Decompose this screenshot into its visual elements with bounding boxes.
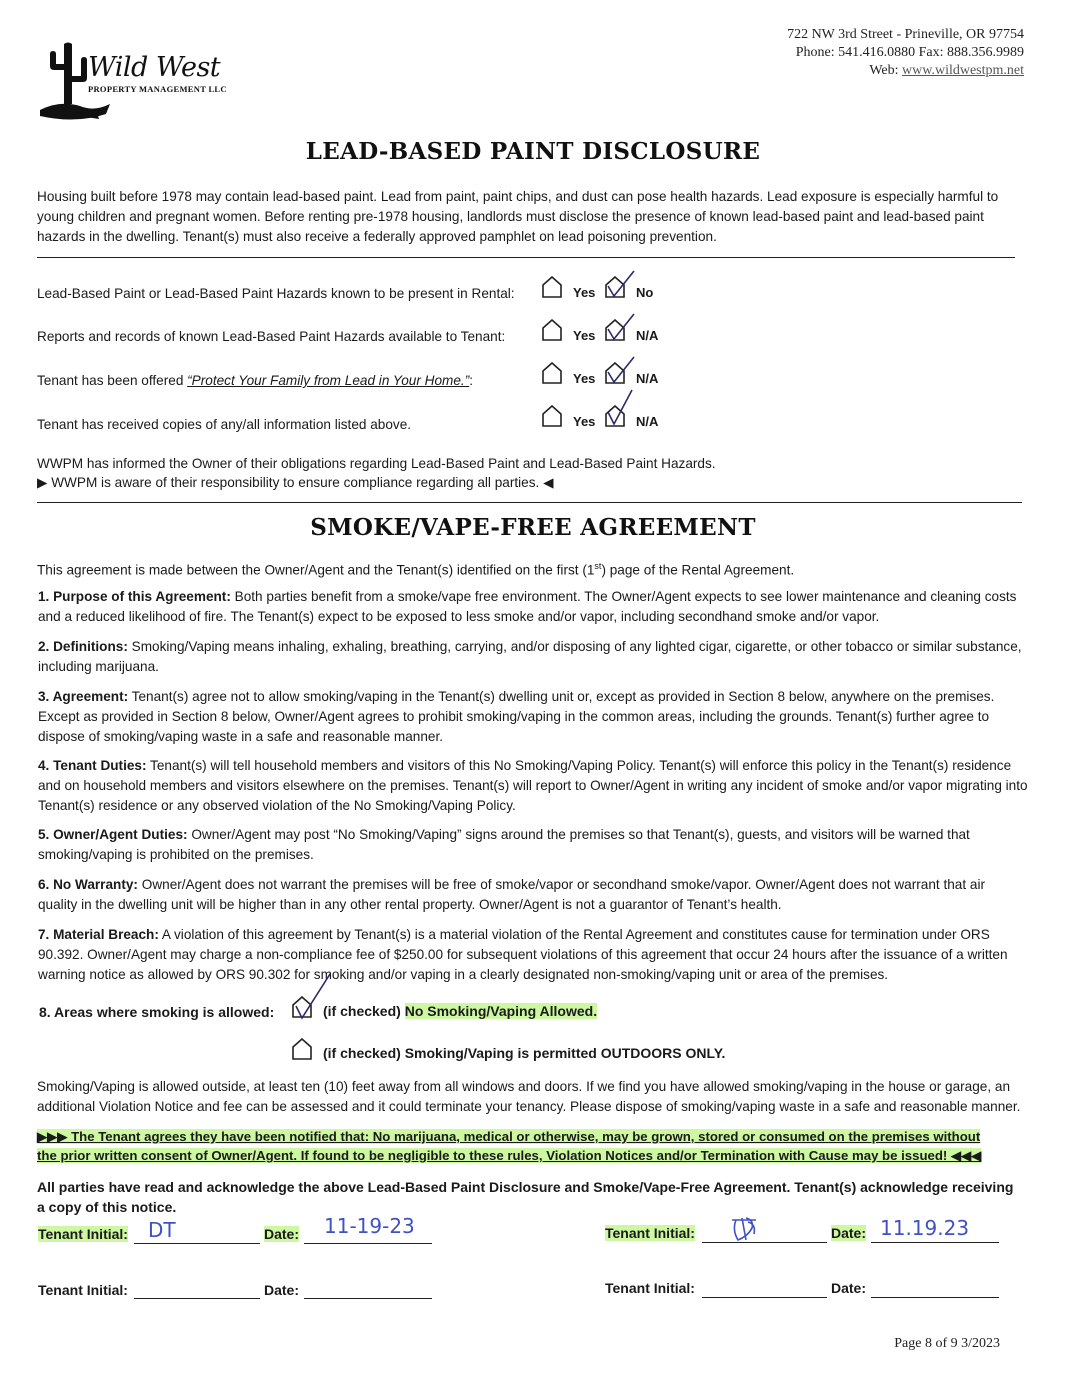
- section-heading: 6. No Warranty:: [38, 877, 138, 892]
- label: Tenant Initial:: [38, 1226, 128, 1242]
- section-text: Owner/Agent may post “No Smoking/Vaping” signs around the premises so that Tenant(s), guests, and visitors will be warned that smoking/vaping is prohibited on the premises.: [38, 827, 970, 862]
- date-label: [831, 1225, 866, 1241]
- date-field[interactable]: [871, 1297, 999, 1298]
- section-1: [38, 587, 1028, 627]
- initial-signature-icon: [728, 1214, 764, 1244]
- marijuana-notice: [37, 1127, 987, 1165]
- lead-row-4-label: Tenant has received copies of any/all information listed above.: [37, 417, 412, 432]
- section-heading: 2. Definitions:: [38, 639, 128, 654]
- house-checkbox-icon[interactable]: [292, 1038, 312, 1060]
- option-prefix: (if checked): [323, 1003, 405, 1019]
- section-text: Smoking/Vaping means inhaling, exhaling, breathing, carrying, and/or disposing of any lighted cigar, cigarette, or other tobacco or similar substance, including marijuana.: [38, 639, 1022, 674]
- section-heading: 4. Tenant Duties:: [38, 758, 147, 773]
- date-field[interactable]: [304, 1298, 432, 1299]
- lead-row-2-label: Reports and records of known Lead-Based Paint Hazards available to Tenant:: [37, 329, 506, 344]
- section-5: [38, 825, 1028, 865]
- divider: [37, 257, 1015, 258]
- intro-sup: st: [594, 561, 602, 571]
- tenant-initial-field[interactable]: [702, 1297, 827, 1298]
- yes-option: Yes: [573, 328, 596, 343]
- option-no-smoking: [323, 1003, 597, 1019]
- checkmark-icon: [604, 388, 638, 428]
- na-option: N/A: [636, 328, 659, 343]
- tenant-initial-field[interactable]: [134, 1298, 260, 1299]
- tenant-initial-label: Tenant Initial:: [38, 1282, 128, 1298]
- web-link[interactable]: www.wildwestpm.net: [902, 63, 1024, 78]
- date-label: Date:: [831, 1280, 867, 1296]
- section-2: [38, 637, 1028, 677]
- tenant-initial-1-value: DT: [148, 1218, 176, 1242]
- section-text: Tenant(s) will tell household members and visitors of this No Smoking/Vaping Policy. Tenant(s) will enforce this policy in the Tenant(s) residence and on household members and visitors elsewhere on the premises. Tenant(s) will report to Owner/Agent in writing any incident of smoke and/or vapor migrating into Tenant(s) residence or any observed violation of the No Smoking/Vaping Policy.: [38, 758, 1028, 813]
- lead-title: LEAD-BASED PAINT DISCLOSURE: [305, 138, 761, 165]
- section-text: Both parties benefit from a smoke/vape free environment. The Owner/Agent expects to see lower maintenance and cleaning costs and a reduced likelihood of fire. The Tenant(s) expect to be exposed to less smoke and/or vapor, including secondhand smoke and/or vapor.: [38, 589, 1017, 624]
- tenant-initial-field[interactable]: [702, 1242, 827, 1243]
- lead-intro: Housing built before 1978 may contain lead-based paint. Lead from paint, paint chips, and dust can pose health hazards. Lead exposure is especially harmful to young children and pregnant women. Before renting pre-1978 housing, landlords must disclose the presence of known lead-based paint and lead-based paint hazards in the dwelling. Tenant(s) must also receive a federally approved pamphlet on lead poisoning prevention.: [37, 189, 999, 244]
- section-6: [38, 875, 1028, 915]
- section-text: Owner/Agent does not warrant the premises will be free of smoke/vapor or secondhand smoke/vapor. Owner/Agent does not warrant that air quality in the dwelling unit will be higher than in any other rental property. Owner/Agent is not a guarantor of Tenant’s health.: [38, 877, 985, 912]
- house-checkbox-icon[interactable]: [542, 362, 562, 384]
- web-label: Web:: [869, 63, 903, 78]
- section-text: Tenant(s) agree not to allow smoking/vaping in the Tenant(s) dwelling unit or, except as provided in Section 8 below, anywhere on the premises. Except as provided in Section 8 below, Owner/Agent agrees to prohibit smoking/vaping in the common areas, including the grounds. Tenant(s) further agree to dispose of smoking/vaping waste in a safe and reasonable manner.: [38, 689, 995, 744]
- house-checkbox-icon[interactable]: [542, 405, 562, 427]
- date-label: [264, 1226, 299, 1242]
- checkmark-icon: [604, 354, 638, 386]
- option-outdoors-only: (if checked) Smoking/Vaping is permitted OUTDOORS ONLY.: [323, 1045, 726, 1061]
- label: Date:: [264, 1226, 300, 1242]
- page-number: Page 8 of 9 3/2023: [894, 1336, 1000, 1351]
- house-checkbox-icon[interactable]: [542, 276, 562, 298]
- intro-text: This agreement is made between the Owner/Agent and the Tenant(s) identified on the first (1: [37, 562, 595, 578]
- logo-subtitle: PROPERTY MANAGEMENT LLC: [88, 84, 227, 94]
- date-field[interactable]: [304, 1243, 432, 1244]
- outside-text: Smoking/Vaping is allowed outside, at least ten (10) feet away from all windows and doors. If we find you have allowed smoking/vaping in the house or garage, an additional Violation Notice and fee can be assessed and it could terminate your tenancy. Please dispose of smoking/vaping waste in a safe and reasonable manner.: [37, 1079, 1021, 1114]
- date-1-value: 11-19-23: [324, 1214, 415, 1238]
- logo-name: Wild West: [88, 52, 221, 83]
- cactus-icon: [30, 36, 230, 130]
- section-4: [38, 756, 1028, 816]
- date-field[interactable]: [871, 1242, 999, 1243]
- smoke-title: SMOKE/VAPE-FREE AGREEMENT: [310, 514, 756, 541]
- phone-fax: Phone: 541.416.0880 Fax: 888.356.9989: [795, 45, 1024, 60]
- acknowledgement: All parties have read and acknowledge the above Lead-Based Paint Disclosure and Smoke/Vape-Free Agreement. Tenant(s) acknowledge receiving a copy of this notice.: [37, 1179, 1014, 1215]
- lead-row-3-label: [37, 373, 473, 388]
- option-no-smoking-text: No Smoking/Vaping Allowed.: [404, 1003, 598, 1019]
- house-checkbox-icon[interactable]: [542, 319, 562, 341]
- yes-option: Yes: [573, 285, 596, 300]
- areas-label: 8. Areas where smoking is allowed:: [39, 1004, 275, 1020]
- date-2-value: 11.19.23: [880, 1216, 970, 1240]
- section-text: A violation of this agreement by Tenant(s) is a material violation of the Rental Agreement and constitutes cause for termination under ORS 90.392. Owner/Agent may charge a non-compliance fee of $250.00 for subsequent violations of this agreement that occur 24 hours after the issuance of a written warning notice as allowed by ORS 90.302 for smoking and/or vaping in a clearly designated non-smoking/vaping unit or area of the premises.: [38, 927, 1008, 982]
- contact-block: [787, 26, 1024, 80]
- section-heading: 3. Agreement:: [38, 689, 129, 704]
- section-heading: 5. Owner/Agent Duties:: [38, 827, 188, 842]
- web-line: [787, 62, 1024, 80]
- tenant-initial-label: Tenant Initial:: [605, 1280, 695, 1296]
- divider: [37, 502, 1022, 503]
- no-option: No: [636, 285, 654, 300]
- label-colon: :: [469, 373, 474, 388]
- tenant-initial-label: [605, 1225, 695, 1241]
- label: Tenant Initial:: [605, 1225, 695, 1241]
- label-text: Tenant has been offered: [37, 373, 188, 388]
- checkmark-icon: [604, 268, 638, 300]
- yes-option: Yes: [573, 414, 596, 429]
- date-label: Date:: [264, 1282, 300, 1298]
- lead-row-1-label: Lead-Based Paint or Lead-Based Paint Hazards known to be present in Rental:: [37, 286, 515, 301]
- owner-obligation-line: WWPM has informed the Owner of their obligations regarding Lead-Based Paint and Lead-Based Paint Hazards.: [37, 456, 716, 471]
- section-7: [38, 925, 1028, 985]
- section-heading: 7. Material Breach:: [38, 927, 159, 942]
- smoke-intro: [37, 556, 1027, 581]
- tenant-initial-label: [38, 1226, 128, 1242]
- marijuana-notice-text: ▶▶▶ The Tenant agrees they have been notified that: No marijuana, medical or otherwise, may be grown, stored or consumed on the premises without the prior written consent of Owner/Agent. If found to be negligible to these rules, Violation Notices and/or Termination with Cause may be issued! ◀◀◀: [37, 1129, 982, 1163]
- yes-option: Yes: [573, 371, 596, 386]
- checkmark-icon: [604, 311, 638, 343]
- pamphlet-link[interactable]: “Protect Your Family from Lead in Your Home.”: [187, 373, 470, 388]
- label: Date:: [831, 1225, 867, 1241]
- na-option: N/A: [636, 414, 659, 429]
- tenant-initial-field[interactable]: [134, 1243, 260, 1244]
- intro-text-end: ) page of the Rental Agreement.: [601, 562, 795, 578]
- section-heading: 1. Purpose of this Agreement:: [38, 589, 231, 604]
- section-3: [38, 687, 1028, 747]
- compliance-line: ▶ WWPM is aware of their responsibility to ensure compliance regarding all parties. ◀: [37, 475, 554, 490]
- na-option: N/A: [636, 371, 659, 386]
- address: 722 NW 3rd Street - Prineville, OR 97754: [787, 27, 1024, 42]
